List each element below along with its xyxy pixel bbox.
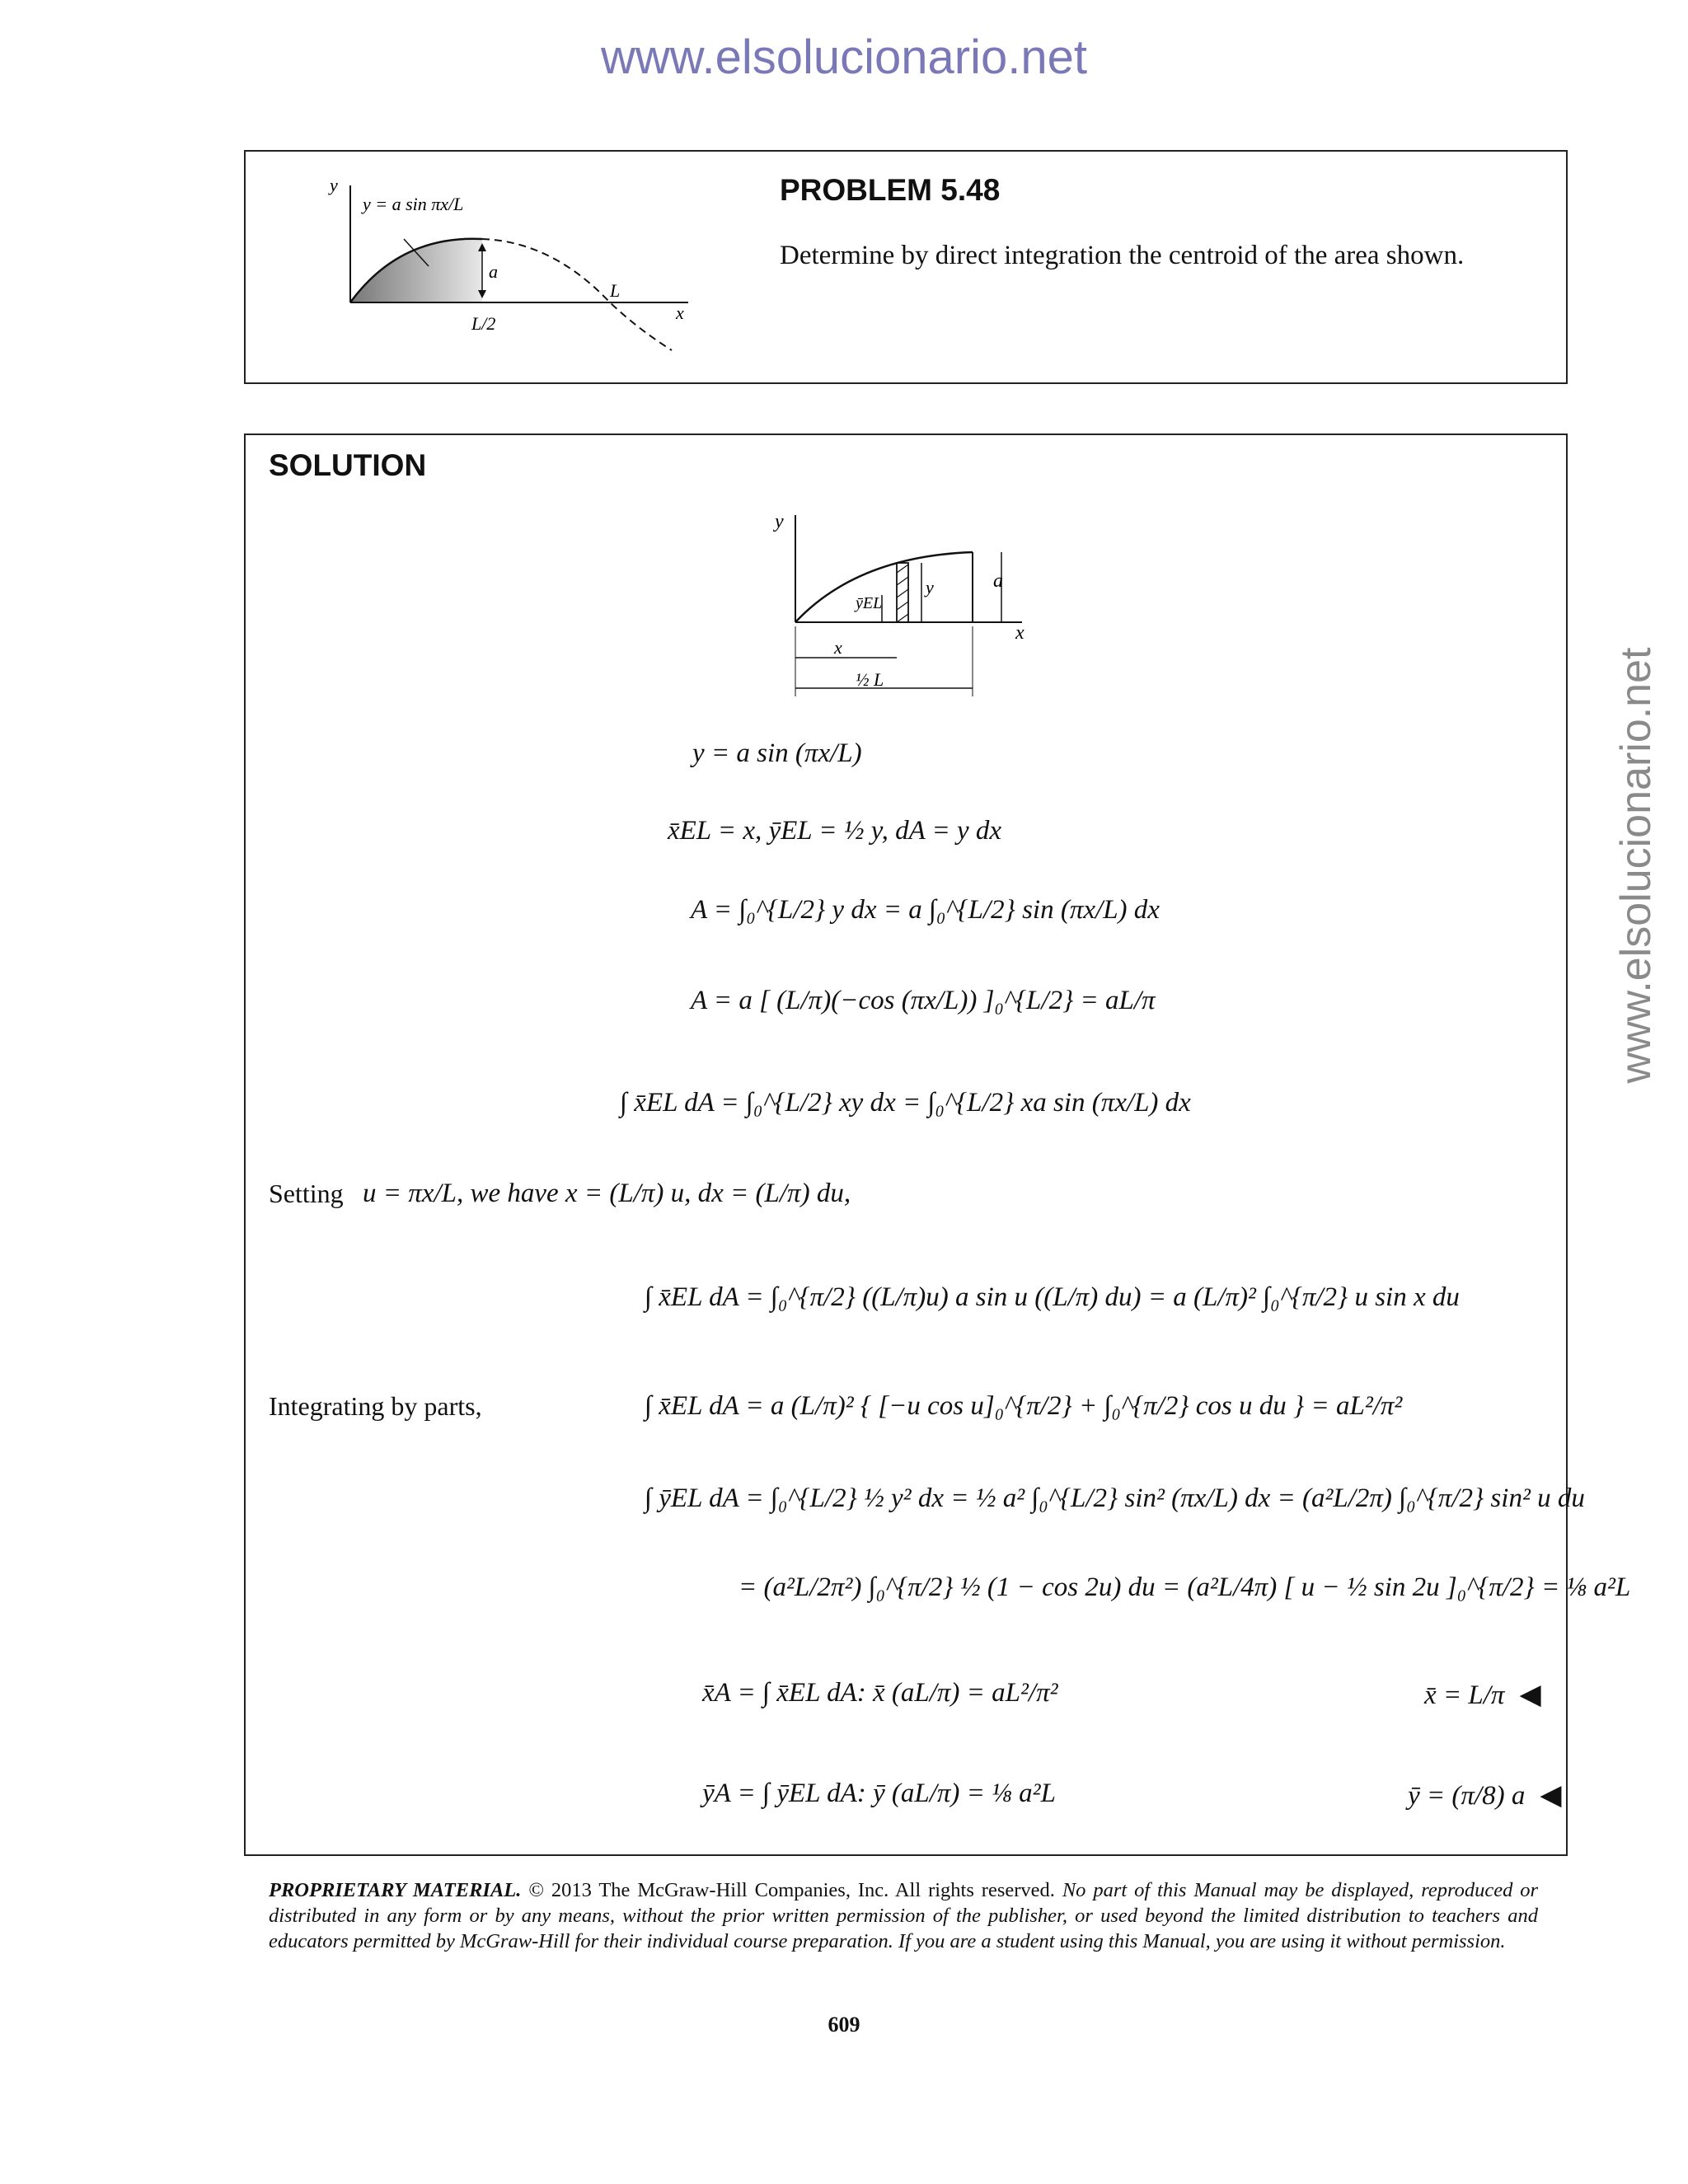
answer-marker-icon: ◀ <box>1519 1680 1541 1710</box>
footer-text: No part of this Manual may be displayed, reproduced or distributed in any form or by any means, without the prior written permission of the publisher, or used beyond the limited distribution to teachers and educators permitted by McGraw-Hill for their individual course preparation. If you are a student using this Manual, you are using it without permission. <box>269 1879 1539 1952</box>
sketch-x-distance-label: x <box>834 637 842 658</box>
equation-moment-y-result: = (a²L/2π²) ∫₀^{π/2} ½ (1 − cos 2u) du = (a²L/4π) [ u − ½ sin 2u ]₀^{π/2} = ⅛ a²L <box>738 1572 1631 1602</box>
sketch-element-height-label: y <box>926 577 934 598</box>
footer-copyright: © 2013 The McGraw-Hill Companies, Inc. All rights reserved. <box>528 1879 1055 1901</box>
watermark-url-top: www.elsolucionario.net <box>601 30 1087 84</box>
equation-moment-x: ∫ x̄EL dA = ∫₀^{L/2} xy dx = ∫₀^{L/2} xa sin (πx/L) dx <box>620 1088 1191 1118</box>
equation-moment-y: ∫ ȳEL dA = ∫₀^{L/2} ½ y² dx = ½ a² ∫₀^{L/2} sin² (πx/L) dx = (a²L/2π) ∫₀^{π/2} sin² u du <box>645 1483 1585 1513</box>
height-label: a <box>489 261 498 282</box>
sketch-curve <box>795 552 973 622</box>
problem-figure <box>313 169 709 367</box>
equation-area-integral: A = ∫₀^{L/2} y dx = a ∫₀^{L/2} sin (πx/L) dx <box>691 895 1160 925</box>
problem-title: PROBLEM 5.48 <box>780 173 1001 207</box>
footer-lead: PROPRIETARY MATERIAL. <box>269 1879 522 1901</box>
length-label: L <box>610 280 621 301</box>
setting-label: Setting <box>269 1179 344 1208</box>
curve-dashed <box>482 239 672 350</box>
watermark-url-side: www.elsolucionario.net <box>1612 647 1660 1084</box>
equation-ybar: ȳA = ∫ ȳEL dA: ȳ (aL/π) = ⅛ a²L <box>702 1779 1056 1808</box>
sketch-span-label: ½ L <box>856 669 884 690</box>
parts-label: Integrating by parts, <box>269 1391 482 1421</box>
equation-element: x̄EL = x, ȳEL = ½ y, dA = y dx <box>668 816 1002 846</box>
equation-substitution: u = πx/L, we have x = (L/π) u, dx = (L/π) du, <box>363 1179 851 1208</box>
answer-xbar <box>1424 1678 1541 1711</box>
page-number: 609 <box>828 2013 860 2036</box>
equation-area-result: A = a [ (L/π)(−cos (πx/L)) ]₀^{L/2} = aL/π <box>691 986 1156 1015</box>
answer-ybar-value: ȳ = (π/8) a <box>1408 1781 1526 1811</box>
sketch-yel-label: ȳEL <box>856 594 883 612</box>
answer-ybar <box>1408 1779 1562 1811</box>
sketch-a-label: a <box>993 570 1003 592</box>
solution-heading: SOLUTION <box>269 448 427 482</box>
half-length-label: L/2 <box>471 313 496 334</box>
y-axis-label: y <box>330 175 338 195</box>
equation-xbar: x̄A = ∫ x̄EL dA: x̄ (aL/π) = aL²/π² <box>702 1678 1058 1708</box>
footer-notice <box>269 1877 1538 1954</box>
curve-label: y = a sin πx/L <box>363 194 464 214</box>
problem-statement: Determine by direct integration the centroid of the area shown. <box>780 241 1465 270</box>
sketch-y-label: y <box>775 511 784 532</box>
equation-parts: ∫ x̄EL dA = a (L/π)² { [−u cos u]₀^{π/2} + ∫₀^{π/2} cos u du } = aL²/π² <box>645 1391 1403 1421</box>
answer-xbar-value: x̄ = L/π <box>1424 1680 1505 1710</box>
element-hatching <box>897 565 908 622</box>
solution-sketch <box>758 503 1088 709</box>
sketch-x-label: x <box>1015 622 1025 644</box>
equation-moment-x-substituted: ∫ x̄EL dA = ∫₀^{π/2} ((L/π)u) a sin u ((L/π) du) = a (L/π)² ∫₀^{π/2} u sin x du <box>645 1282 1460 1312</box>
x-axis-label: x <box>676 302 684 323</box>
answer-marker-icon: ◀ <box>1540 1780 1562 1811</box>
equation-curve: y = a sin (πx/L) <box>692 738 862 768</box>
